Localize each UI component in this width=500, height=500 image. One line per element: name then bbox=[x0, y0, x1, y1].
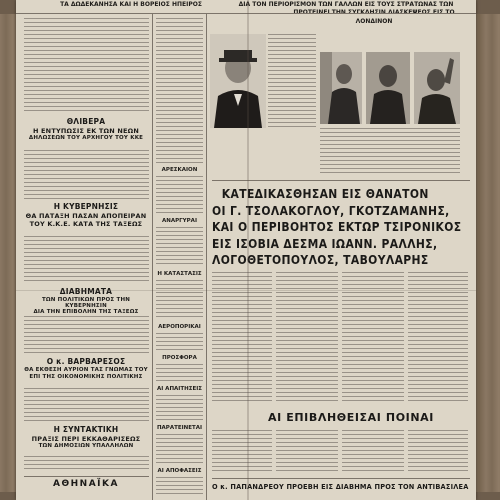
sub-article-text-col1 bbox=[212, 430, 272, 472]
middle-item-7: ΠΑΡΑΤΕΙΝΕΤΑΙ bbox=[156, 425, 203, 431]
top-banner bbox=[16, 0, 476, 25]
photo-side-text bbox=[268, 34, 316, 128]
left-headline-1-line3: ΔΗΛΩΣΕΩΝ ΤΟΥ ΑΡΧΗΓΟΥ ΤΟΥ ΚΚΕ bbox=[28, 134, 144, 141]
middle-item-1: ΑΡΕΣΚΑΙΟΝ bbox=[161, 167, 198, 173]
horizontal-fold bbox=[16, 290, 476, 291]
main-headline-line2: ΟΙ Γ. ΤΣΟΛΑΚΟΓΛΟΥ, ΓΚΟΤΖΑΜΑΝΗΣ, bbox=[212, 203, 450, 218]
middle-item-4: ΑΕΡΟΠΟΡΙΚΑΙ bbox=[158, 324, 201, 330]
middle-item-6: ΑΙ ΑΠΑΙΤΗΣΕΙΣ bbox=[156, 386, 203, 392]
main-article-text-col1 bbox=[212, 272, 272, 404]
middle-article-text-2 bbox=[156, 176, 203, 214]
main-headline-line1: ΚΑΤΕΔΙΚΑΣΘΗΣΑΝ ΕΙΣ ΘΑΝΑΤΟΝ bbox=[221, 187, 429, 201]
left-headline-2-line2: ΘΑ ΠΑΤΑΞΗ ΠΑΣΑΝ ΑΠΟΠΕΙΡΑΝ bbox=[25, 211, 147, 220]
sub-article-text-col4 bbox=[408, 430, 468, 472]
left-headline-5-line3: ΤΩΝ ΔΗΜΟΣΙΩΝ ΥΠΑΛΛΗΛΩΝ bbox=[38, 442, 134, 449]
vertical-fold bbox=[247, 0, 249, 500]
main-headline bbox=[212, 186, 467, 269]
top-banner-left: ΤΑ ΔΩΔΕΚΑΝΗΣΑ ΚΑΙ Η ΒΟΡΕΙΟΣ ΗΠΕΙΡΟΣ bbox=[60, 1, 202, 8]
left-headline-3-line2: ΤΩΝ ΠΟΛΙΤΙΚΩΝ ΠΡΟΣ ΤΗΝ ΚΥΒΕΡΝΗΣΙΝ bbox=[41, 296, 131, 309]
newspaper-page bbox=[16, 0, 476, 500]
left-headline-1-line1: ΘΛΙΒΕΡΑ bbox=[66, 117, 106, 126]
left-headline-4-line3: ΕΠΙ ΤΗΣ ΟΙΚΟΝΟΜΙΚΗΣ ΠΟΛΙΤΙΚΗΣ bbox=[29, 373, 143, 380]
left-article-text-4 bbox=[24, 316, 149, 354]
middle-article-text-9 bbox=[156, 477, 203, 497]
left-headline-3 bbox=[22, 288, 150, 316]
left-headline-5-line2: ΠΡΑΞΙΣ ΠΕΡΙ ΕΚΚΑΘΑΡΙΣΕΩΣ bbox=[31, 434, 141, 443]
middle-item-3: Η ΚΑΤΑΣΤΑΣΙΣ bbox=[157, 271, 202, 277]
left-article-text-2 bbox=[24, 150, 149, 202]
left-article-text-6 bbox=[24, 456, 149, 472]
middle-item-8: ΑΙ ΑΠΟΦΑΣΕΙΣ bbox=[157, 468, 202, 474]
footer-rule bbox=[24, 476, 149, 477]
left-headline-1 bbox=[22, 118, 150, 141]
photo-caption-text bbox=[320, 128, 460, 176]
left-article-text-3 bbox=[24, 236, 149, 284]
footer-section-title: ΑΘΗΝΑΪΚΑ bbox=[53, 479, 119, 489]
column-rule-2 bbox=[206, 14, 207, 500]
middle-article-text-1 bbox=[156, 18, 203, 163]
left-headline-2-line3: ΤΟΥ Κ.Κ.Ε. ΚΑΤΑ ΤΗΣ ΤΑΞΕΩΣ bbox=[29, 219, 143, 228]
left-headline-3-line3: ΔΙΑ ΤΗΝ ΕΠΙΒΟΛΗΝ ΤΗΣ ΤΑΞΕΩΣ bbox=[33, 309, 139, 316]
left-headline-2-line1: Η ΚΥΒΕΡΝΗΣΙΣ bbox=[53, 202, 119, 211]
portrait-photo-1 bbox=[210, 34, 266, 128]
portrait-photo-4 bbox=[414, 52, 460, 124]
headline-rule-top bbox=[212, 180, 470, 181]
left-article-text-1 bbox=[24, 18, 149, 114]
sub-article-text-col2 bbox=[276, 430, 338, 472]
main-headline-line5: ΛΟΓΟΘΕΤΟΠΟΥΛΟΣ, ΤΑΒΟΥΛΑΡΗΣ bbox=[212, 253, 429, 267]
sub-headline: ΑΙ ΕΠΙΒΛΗΘΕΙΣΑΙ ΠΟΙΝΑΙ bbox=[268, 411, 434, 424]
sub-article-text-col3 bbox=[342, 430, 404, 472]
middle-article-text-6 bbox=[156, 364, 203, 382]
top-banner-right-line2: ΛΟΝΔΙΝΟΝ bbox=[355, 18, 393, 25]
portrait-photo-3 bbox=[366, 52, 410, 124]
left-headline-3-line1: ΔΙΑΒΗΜΑΤΑ bbox=[59, 287, 113, 296]
middle-article-text-5 bbox=[156, 333, 203, 351]
middle-article-text-4 bbox=[156, 280, 203, 320]
main-headline-line4: ΕΙΣ ΙΣΟΒΙΑ ΔΕΣΜΑ ΙΩΑΝΝ. ΡΑΛΛΗΣ, bbox=[212, 236, 438, 251]
main-article-text-col3 bbox=[342, 272, 404, 404]
middle-item-5: ΠΡΟΣΦΟΡΑ bbox=[162, 355, 197, 361]
left-headline-5 bbox=[22, 426, 150, 449]
left-headline-4-line2: ΘΑ ΕΚΘΕΣΗ ΑΥΡΙΟΝ ΤΑΣ ΓΝΩΜΑΣ ΤΟΥ bbox=[24, 366, 148, 373]
left-article-text-5 bbox=[24, 388, 149, 422]
middle-item-2: ΑΝΑΡΓΥΡΑΙ bbox=[162, 218, 197, 224]
left-headline-2 bbox=[22, 203, 150, 228]
top-banner-right-line1: ΔΙΑ ΤΟΝ ΠΕΡΙΟΡΙΣΜΟΝ ΤΩΝ ΓΑΛΛΩΝ ΕΙΣ ΤΟΥΣ ΣΤΡΑΤΩΝΑΣ ΤΩΝ bbox=[238, 1, 454, 8]
portrait-photo-2 bbox=[320, 52, 362, 124]
main-article-text-col4 bbox=[408, 272, 468, 404]
middle-article-text-8 bbox=[156, 434, 203, 464]
main-article-text-col2 bbox=[276, 272, 338, 404]
bottom-rule bbox=[212, 478, 470, 479]
left-headline-5-line1: Η ΣΥΝΤΑΚΤΙΚΗ bbox=[53, 425, 119, 434]
column-rule-1 bbox=[152, 14, 153, 500]
middle-article-text-3 bbox=[156, 227, 203, 267]
bottom-headline: Ο κ. ΠΑΠΑΝΔΡΕΟΥ ΠΡΟΕΒΗ ΕΙΣ ΔΙΑΒΗΜΑ ΠΡΟΣ ΤΟΝ ΑΝΤΙΒΑΣΙΛΕΑ bbox=[212, 483, 469, 491]
left-headline-1-line2: Η ΕΝΤΥΠΩΣΙΣ ΕΚ ΤΩΝ ΝΕΩΝ bbox=[32, 126, 140, 135]
left-headline-4 bbox=[22, 358, 150, 380]
top-rule bbox=[16, 13, 476, 14]
main-headline-line3: ΚΑΙ Ο ΠΕΡΙΒΟΗΤΟΣ ΕΚΤΩΡ ΤΣΙΡΟΝΙΚΟΣ bbox=[212, 220, 462, 234]
left-headline-4-line1: Ο κ. ΒΑΡΒΑΡΕΣΟΣ bbox=[46, 357, 126, 366]
middle-article-text-7 bbox=[156, 395, 203, 421]
